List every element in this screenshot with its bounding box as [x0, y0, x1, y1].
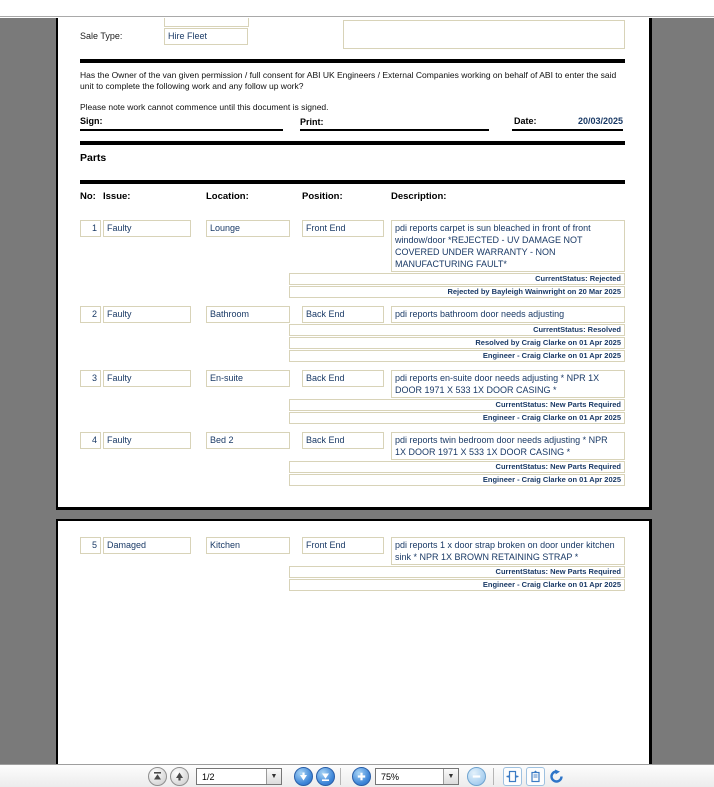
status-line: Rejected by Bayleigh Wainwright on 20 Mar 2025: [289, 286, 625, 298]
report-page-2: [56, 519, 652, 787]
parts-rows-page2: [58, 537, 649, 599]
note-text: Please note work cannot commence until this document is signed.: [80, 102, 329, 112]
fit-width-button[interactable]: [503, 767, 522, 786]
divider-rule: [80, 59, 625, 63]
zoom-select[interactable]: [375, 768, 459, 785]
part-location-field: En-suite: [206, 370, 290, 387]
part-no-field: 1: [80, 220, 101, 237]
zoom-in-button[interactable]: [352, 767, 371, 786]
status-line: CurrentStatus: Resolved: [289, 324, 625, 336]
app-background-strip: [0, 0, 714, 17]
col-header-position: Position:: [302, 191, 343, 202]
page-select[interactable]: [196, 768, 282, 785]
part-no-field: 5: [80, 537, 101, 554]
part-description-field: pdi reports en-suite door needs adjusting * NPR 1X DOOR 1971 X 533 1X DOOR CASING *: [391, 370, 625, 398]
toolbar-separator: [340, 768, 341, 785]
fit-page-icon: [529, 770, 542, 783]
fit-width-icon: [506, 770, 519, 783]
part-no-field: 4: [80, 432, 101, 449]
part-row: [58, 537, 649, 591]
part-description-field: pdi reports twin bedroom door needs adjusting * NPR 1X DOOR 1971 X 533 1X DOOR CASING *: [391, 432, 625, 460]
part-description-field: pdi reports carpet is sun bleached in front of front window/door *REJECTED - UV DAMAGE NOT COVERED UNDER WARRANTY - NON MANUFACTURING FAULT*: [391, 220, 625, 272]
next-page-icon: [298, 771, 309, 782]
status-line: CurrentStatus: Rejected: [289, 273, 625, 285]
status-line: Engineer - Craig Clarke on 01 Apr 2025: [289, 474, 625, 486]
page-select-value: 1/2: [202, 771, 215, 782]
part-description-field: pdi reports 1 x door strap broken on door under kitchen sink * NPR 1X BROWN RETAINING STRAP *: [391, 537, 625, 565]
divider-rule: [80, 141, 625, 145]
sale-type-label: Sale Type:: [80, 31, 123, 41]
part-position-field: Front End: [302, 537, 384, 554]
date-label: Date:: [514, 116, 537, 126]
part-description-field: pdi reports bathroom door needs adjusting: [391, 306, 625, 323]
part-row: [58, 220, 649, 298]
divider-rule: [80, 180, 625, 184]
part-location-field: Lounge: [206, 220, 290, 237]
status-line: CurrentStatus: New Parts Required: [289, 399, 625, 411]
part-issue-field: Faulty: [103, 370, 191, 387]
status-line: CurrentStatus: New Parts Required: [289, 566, 625, 578]
print-label: Print:: [300, 117, 324, 127]
part-no-field: 3: [80, 370, 101, 387]
zoom-out-button[interactable]: [467, 767, 486, 786]
zoom-out-icon: [471, 771, 482, 782]
permission-text: Has the Owner of the van given permission / full consent for ABI UK Engineers / External Companies working on behalf of ABI to enter the said unit to complete the following work and any follow up work?: [80, 70, 617, 91]
part-position-field: Back End: [302, 432, 384, 449]
part-issue-field: Faulty: [103, 220, 191, 237]
previous-page-icon: [174, 771, 185, 782]
viewer-toolbar: [0, 764, 714, 787]
cropped-field-box: [164, 18, 249, 27]
part-location-field: Kitchen: [206, 537, 290, 554]
status-line: Resolved by Craig Clarke on 01 Apr 2025: [289, 337, 625, 349]
next-page-button[interactable]: [294, 767, 313, 786]
sale-type-value-field: Hire Fleet: [164, 28, 248, 45]
col-header-issue: Issue:: [103, 191, 131, 202]
col-header-no: No:: [80, 191, 96, 202]
zoom-in-icon: [356, 771, 367, 782]
status-line: CurrentStatus: New Parts Required: [289, 461, 625, 473]
status-line: Engineer - Craig Clarke on 01 Apr 2025: [289, 579, 625, 591]
last-page-button[interactable]: [316, 767, 335, 786]
fit-page-button[interactable]: [526, 767, 545, 786]
report-page-1: [56, 18, 652, 510]
part-no-field: 2: [80, 306, 101, 323]
part-row: [58, 432, 649, 486]
parts-rows-page1: [58, 220, 649, 494]
first-page-icon: [152, 771, 163, 782]
chevron-down-icon: ▼: [266, 769, 281, 784]
chevron-down-icon: ▼: [443, 769, 458, 784]
sign-label: Sign:: [80, 116, 103, 126]
part-position-field: Front End: [302, 220, 384, 237]
part-row: [58, 370, 649, 424]
toolbar-separator: [493, 768, 494, 785]
first-page-button[interactable]: [148, 767, 167, 786]
zoom-select-value: 75%: [381, 771, 400, 782]
sign-line: [80, 129, 283, 131]
refresh-icon: [549, 769, 564, 784]
part-location-field: Bed 2: [206, 432, 290, 449]
part-issue-field: Faulty: [103, 306, 191, 323]
report-viewer-area: [0, 18, 714, 787]
parts-heading: Parts: [80, 152, 107, 164]
part-location-field: Bathroom: [206, 306, 290, 323]
part-position-field: Back End: [302, 306, 384, 323]
status-line: Engineer - Craig Clarke on 01 Apr 2025: [289, 350, 625, 362]
comments-box: [343, 20, 625, 49]
status-line: Engineer - Craig Clarke on 01 Apr 2025: [289, 412, 625, 424]
print-line: [300, 129, 489, 131]
col-header-description: Description:: [391, 191, 447, 202]
part-row: [58, 306, 649, 362]
date-line: [512, 129, 623, 131]
refresh-button[interactable]: [547, 767, 566, 786]
part-position-field: Back End: [302, 370, 384, 387]
date-value: 20/03/2025: [577, 116, 623, 126]
col-header-location: Location:: [206, 191, 249, 202]
last-page-icon: [320, 771, 331, 782]
part-issue-field: Damaged: [103, 537, 191, 554]
previous-page-button[interactable]: [170, 767, 189, 786]
part-issue-field: Faulty: [103, 432, 191, 449]
